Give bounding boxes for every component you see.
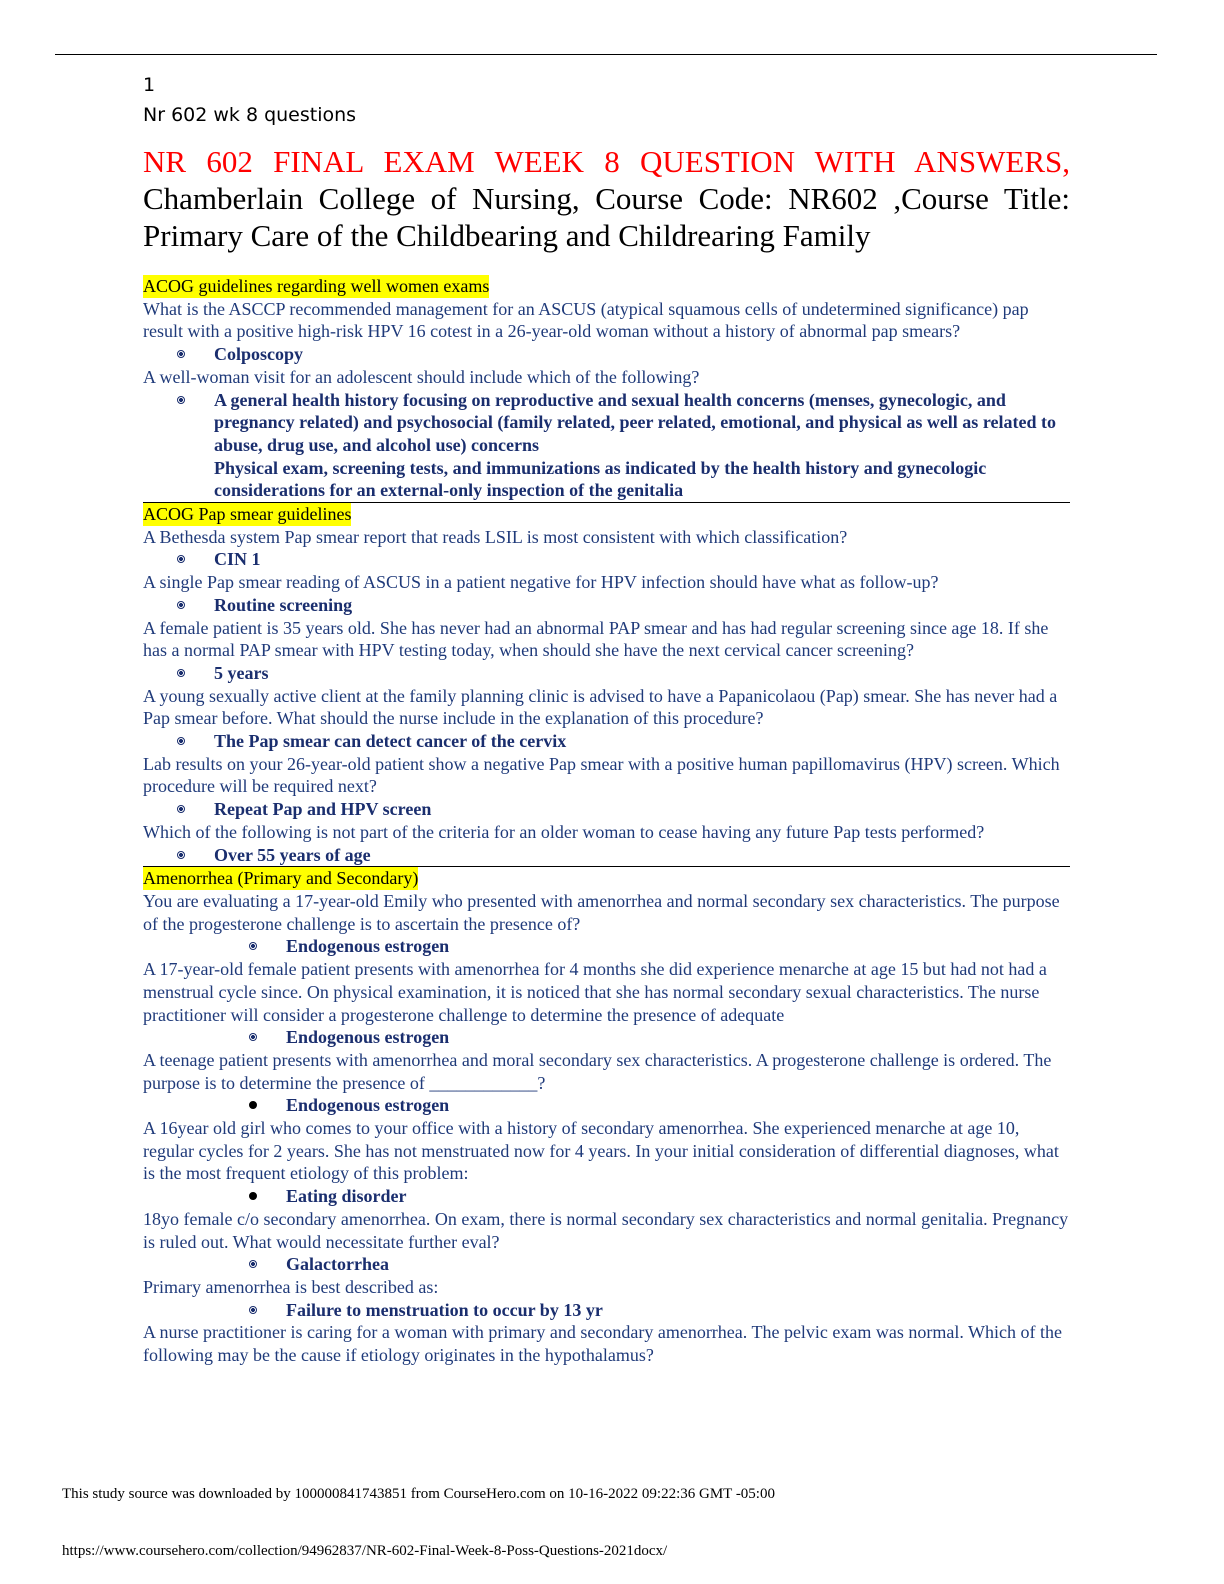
question: A well-woman visit for an adolescent should include which of the following?	[143, 366, 700, 387]
question: What is the ASCCP recommended management for an ASCUS (atypical squamous cells of undetermined significance) pap result with a positive high-risk HPV 16 cotest in a 26-year-old woman without a history of abnormal pap smears?	[143, 298, 1029, 342]
top-rule	[55, 54, 1157, 55]
section-heading: Amenorrhea (Primary and Secondary)	[143, 868, 419, 889]
footer-source-note: This study source was downloaded by 100000841743851 from CourseHero.com on 10-16-2022 09:22:36 GMT -05:00	[62, 1486, 775, 1502]
title-course-info: Chamberlain College of Nursing, Course Code: NR602 ,Course Title: Primary Care of the Childbearing and Childrearing Family	[143, 181, 1070, 253]
answer: Endogenous estrogen	[143, 935, 1070, 958]
document-label: Nr 602 wk 8 questions	[143, 104, 357, 126]
section-heading: ACOG guidelines regarding well women exams	[143, 276, 490, 296]
bullet-icon	[177, 396, 185, 404]
answer: Endogenous estrogen	[143, 1026, 1070, 1049]
bullet-icon	[177, 805, 185, 813]
title-exam-name: NR 602 FINAL EXAM WEEK 8 QUESTION WITH ANSWERS,	[143, 144, 1070, 179]
answer: Colposcopy	[143, 343, 1070, 366]
bullet-icon	[177, 669, 185, 677]
bullet-icon	[177, 851, 185, 859]
answer: 5 years	[143, 662, 1070, 685]
question: A 16year old girl who comes to your office with a history of secondary amenorrhea. She experienced menarche at age 10, regular cycles for 2 years. She has not menstruated now for 4 years. In your initial consideration of differential diagnoses, what is the most frequent etiology of this problem:	[143, 1118, 1059, 1184]
bullet-icon	[249, 1033, 257, 1041]
answer: A general health history focusing on reproductive and sexual health concerns (menses, gynecologic, and pregnancy related) and psychosocial (family related, peer related, emotional, and physical as well as related to abuse, drug use, and alcohol use) concerns	[143, 389, 1070, 457]
bullet-icon	[249, 1260, 257, 1268]
question: Which of the following is not part of the criteria for an older woman to cease having any future Pap tests performed?	[143, 821, 985, 842]
bullet-icon	[177, 555, 185, 563]
answer: Over 55 years of age	[143, 844, 1070, 867]
bullet-icon	[249, 942, 257, 950]
answer: The Pap smear can detect cancer of the cervix	[143, 730, 1070, 753]
section-well-women-exams	[143, 275, 1070, 502]
question: Lab results on your 26-year-old patient show a negative Pap smear with a positive human papillomavirus (HPV) screen. Which procedure will be required next?	[143, 753, 1060, 797]
question: Primary amenorrhea is best described as:	[143, 1276, 439, 1297]
answer: Eating disorder	[143, 1185, 1070, 1208]
section-heading: ACOG Pap smear guidelines	[143, 504, 352, 525]
question: A Bethesda system Pap smear report that reads LSIL is most consistent with which classification?	[143, 526, 848, 547]
answer: Failure to menstruation to occur by 13 yr	[143, 1299, 1070, 1322]
document-body	[143, 275, 1070, 1367]
answer: Galactorrhea	[143, 1253, 1070, 1276]
bullet-icon	[249, 1306, 257, 1314]
bullet-icon	[249, 1101, 257, 1109]
question: A single Pap smear reading of ASCUS in a patient negative for HPV infection should have what as follow-up?	[143, 572, 939, 593]
section-pap-smear-guidelines	[143, 502, 1070, 866]
answer: Endogenous estrogen	[143, 1094, 1070, 1117]
question: A young sexually active client at the family planning clinic is advised to have a Papanicolaou (Pap) smear. She has never had a Pap smear before. What should the nurse include in the explanation of this procedure?	[143, 685, 1058, 729]
bullet-icon	[177, 350, 185, 358]
question: A nurse practitioner is caring for a woman with primary and secondary amenorrhea. The pelvic exam was normal. Which of the following may be the cause if etiology originates in the hypothalamus?	[143, 1322, 1063, 1366]
question: A 17-year-old female patient presents with amenorrhea for 4 months she did experience menarche at age 15 but had not had a menstrual cycle since. On physical examination, it is noticed that she has normal secondary sexual characteristics. The nurse practitioner will consider a progesterone challenge to determine the presence of adequate	[143, 959, 1047, 1025]
document-title	[143, 143, 1070, 254]
footer-url: https://www.coursehero.com/collection/94962837/NR-602-Final-Week-8-Poss-Questions-2021docx/	[62, 1543, 668, 1559]
page-number: 1	[143, 74, 156, 96]
answer: Routine screening	[143, 594, 1070, 617]
answer-continued: Physical exam, screening tests, and immunizations as indicated by the health history and gynecologic considerations for an external-only inspection of the genitalia	[214, 457, 987, 501]
answer: Repeat Pap and HPV screen	[143, 798, 1070, 821]
question: 18yo female c/o secondary amenorrhea. On exam, there is normal secondary sex characteristics and normal genitalia. Pregnancy is ruled out. What would necessitate further eval?	[143, 1208, 1069, 1252]
question: A teenage patient presents with amenorrhea and moral secondary sex characteristics. A progesterone challenge is ordered. The purpose is to determine the presence of ____________?	[143, 1049, 1052, 1093]
question: A female patient is 35 years old. She has never had an abnormal PAP smear and has had regular screening since age 18. If she has a normal PAP smear with HPV testing today, when should she have the next cervical cancer screening?	[143, 617, 1049, 661]
answer: CIN 1	[143, 548, 1070, 571]
bullet-icon	[177, 601, 185, 609]
section-amenorrhea	[143, 866, 1070, 1366]
question: You are evaluating a 17-year-old Emily who presented with amenorrhea and normal secondary sex characteristics. The purpose of the progesterone challenge is to ascertain the presence of?	[143, 890, 1060, 934]
bullet-icon	[177, 737, 185, 745]
bullet-icon	[249, 1192, 257, 1200]
